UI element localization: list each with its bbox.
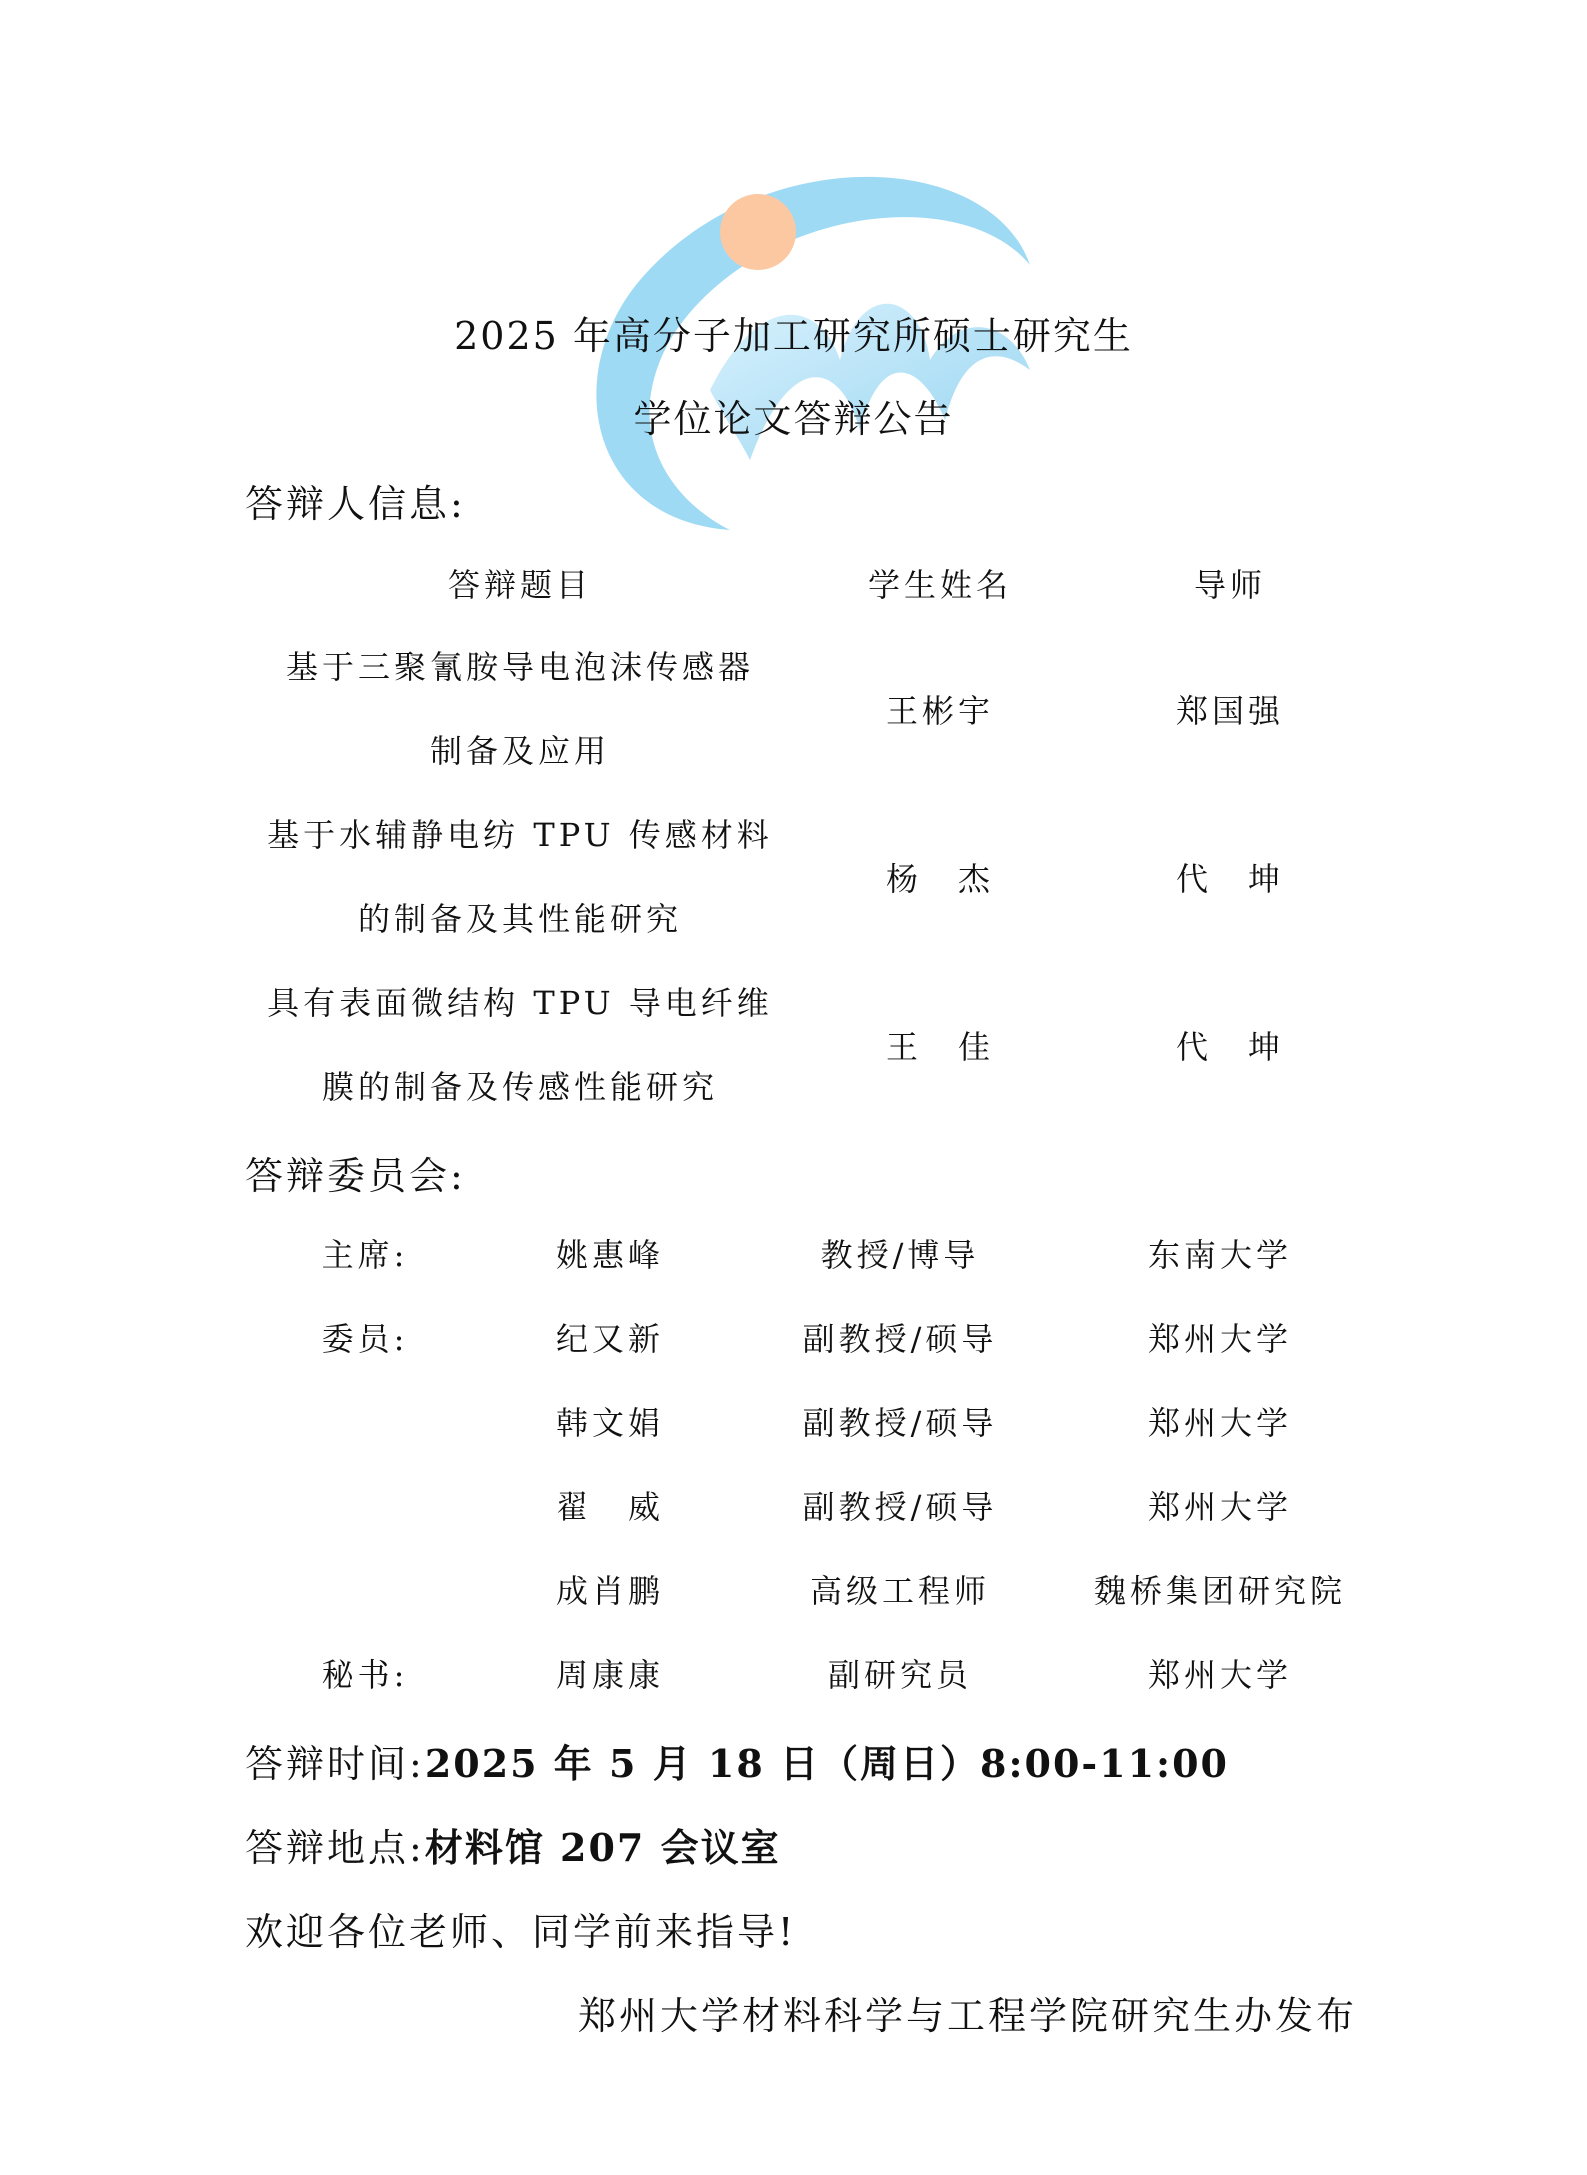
committee-member-org: 郑州大学 bbox=[1147, 1488, 1292, 1526]
committee-member-title: 副教授/硕导 bbox=[802, 1404, 998, 1442]
committee-member-org: 郑州大学 bbox=[1147, 1656, 1292, 1694]
announcement-subtitle: 学位论文答辩公告 bbox=[633, 397, 954, 441]
committee-member-name: 翟 威 bbox=[555, 1488, 664, 1526]
defense-time bbox=[245, 1733, 1229, 1788]
committee-member-name: 姚惠峰 bbox=[555, 1236, 664, 1274]
welcome-text: 欢迎各位老师、同学前来指导! bbox=[245, 1910, 797, 1954]
committee-member-org: 魏桥集团研究院 bbox=[1093, 1572, 1346, 1610]
defense-place-value: 材料馆 207 会议室 bbox=[424, 1825, 781, 1870]
committee-role: 主席: bbox=[321, 1236, 409, 1274]
topic-line: 膜的制备及传感性能研究 bbox=[321, 1068, 718, 1106]
column-header-advisor: 导师 bbox=[1193, 566, 1266, 604]
table-row-topic bbox=[245, 961, 795, 1129]
topic-line: 制备及应用 bbox=[429, 732, 610, 770]
defense-place-label: 答辩地点: bbox=[245, 1826, 425, 1870]
topic-line: 的制备及其性能研究 bbox=[357, 900, 682, 938]
committee-member-title: 教授/博导 bbox=[820, 1236, 980, 1274]
student-name: 杨 杰 bbox=[885, 860, 994, 898]
committee-role: 委员: bbox=[321, 1320, 409, 1358]
committee-member-org: 郑州大学 bbox=[1147, 1320, 1292, 1358]
candidates-section-label: 答辩人信息: bbox=[245, 482, 466, 526]
topic-line: 具有表面微结构 TPU 导电纤维 bbox=[267, 984, 773, 1022]
column-header-topic: 答辩题目 bbox=[447, 566, 592, 604]
topic-line: 基于水辅静电纺 TPU 传感材料 bbox=[267, 816, 773, 854]
defense-place bbox=[245, 1817, 781, 1872]
student-name: 王 佳 bbox=[885, 1028, 994, 1066]
committee-member-title: 副研究员 bbox=[827, 1656, 972, 1694]
committee-member-title: 副教授/硕导 bbox=[802, 1320, 998, 1358]
defense-time-label: 答辩时间: bbox=[245, 1742, 425, 1786]
committee-member-org: 郑州大学 bbox=[1147, 1404, 1292, 1442]
committee-member-name: 韩文娟 bbox=[555, 1404, 664, 1442]
advisor-name: 代 坤 bbox=[1175, 1028, 1284, 1066]
committee-member-title: 副教授/硕导 bbox=[802, 1488, 998, 1526]
table-row-topic bbox=[245, 793, 795, 961]
publisher-signature: 郑州大学材料科学与工程学院研究生办发布 bbox=[577, 1994, 1357, 2038]
topic-line: 基于三聚氰胺导电泡沫传感器 bbox=[285, 648, 754, 686]
defense-time-value: 2025 年 5 月 18 日（周日）8:00-11:00 bbox=[424, 1741, 1229, 1786]
table-row-topic bbox=[245, 625, 795, 793]
advisor-name: 郑国强 bbox=[1175, 692, 1284, 730]
announcement-title: 2025 年高分子加工研究所硕士研究生 bbox=[454, 314, 1133, 358]
committee-role: 秘书: bbox=[321, 1656, 409, 1694]
student-name: 王彬宇 bbox=[885, 692, 994, 730]
committee-member-title: 高级工程师 bbox=[809, 1572, 990, 1610]
committee-member-name: 周康康 bbox=[555, 1656, 664, 1694]
column-header-student: 学生姓名 bbox=[867, 566, 1012, 604]
committee-section-label: 答辩委员会: bbox=[245, 1154, 466, 1198]
committee-member-name: 成肖鹏 bbox=[555, 1572, 664, 1610]
committee-member-org: 东南大学 bbox=[1147, 1236, 1292, 1274]
advisor-name: 代 坤 bbox=[1175, 860, 1284, 898]
committee-member-name: 纪又新 bbox=[555, 1320, 664, 1358]
